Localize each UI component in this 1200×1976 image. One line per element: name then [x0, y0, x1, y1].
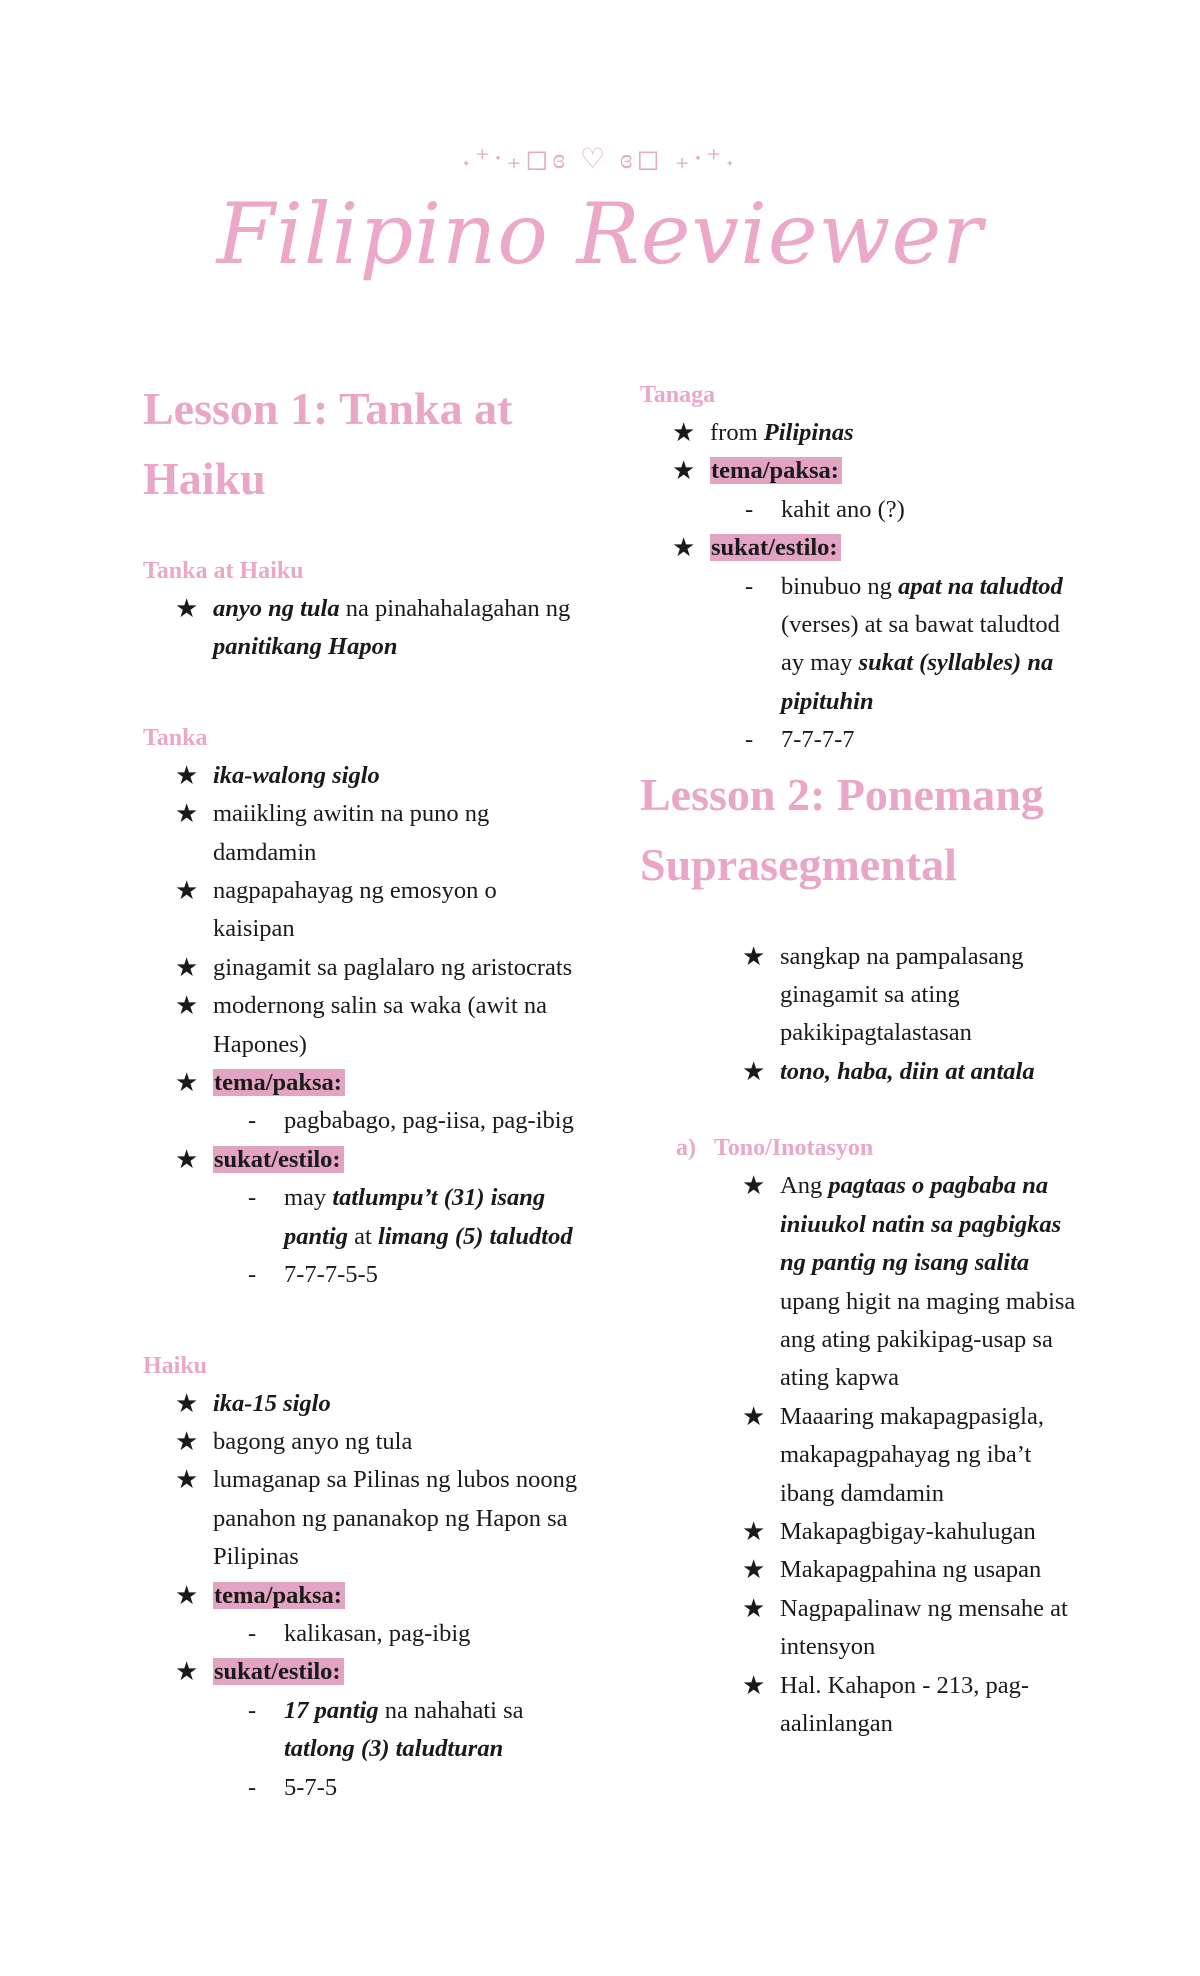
list-item: - pagbabago, pag-iisa, pag-ibig — [143, 1102, 583, 1140]
list-item: ★ nagpapahayag ng emosyon o kaisipan — [143, 872, 583, 949]
lesson2-list — [640, 938, 1080, 1092]
header-ornament: ˖⁺‧₊◻ɞ ♡ ɞ◻ ₊‧⁺˖ — [461, 144, 739, 175]
star-icon: ★ — [672, 456, 696, 486]
list-item: ★ anyo ng tula na pinahahalagahan ng panitikang Hapon — [143, 590, 583, 667]
lesson2-title: Lesson 2: Ponemang Suprasegmental — [640, 768, 1044, 890]
star-icon: ★ — [742, 1401, 766, 1431]
tanaga-list — [640, 414, 1080, 760]
star-icon: ★ — [742, 1555, 766, 1585]
star-icon: ★ — [175, 952, 199, 982]
list-item: ★ Maaaring makapagpasigla, makapagpahayag ng iba’t ibang damdamin — [640, 1398, 1080, 1513]
dash-bullet: - — [745, 726, 754, 754]
star-icon: ★ — [175, 1465, 199, 1495]
tanka-at-haiku-heading: Tanka at Haiku — [143, 558, 304, 584]
list-item — [143, 1577, 583, 1615]
haiku-list — [143, 1385, 583, 1807]
sukat-label: sukat/estilo: — [213, 1146, 344, 1173]
star-icon: ★ — [175, 1580, 199, 1610]
tono-list — [640, 1167, 1080, 1743]
star-icon: ★ — [672, 533, 696, 563]
dash-bullet: - — [745, 495, 754, 523]
star-icon: ★ — [742, 1056, 766, 1086]
lesson1-title: Lesson 1: Tanka at Haiku — [143, 383, 513, 504]
right-column — [640, 376, 1080, 1743]
star-icon: ★ — [175, 760, 199, 790]
list-item: ★ Hal. Kahapon - 213, pag-aalinlangan — [640, 1667, 1080, 1744]
dash-bullet: - — [248, 1261, 257, 1289]
list-item: - 7-7-7-5-5 — [143, 1256, 583, 1294]
tanka-heading: Tanka — [143, 724, 208, 751]
tono-heading: a) Tono/Inotasyon — [676, 1135, 874, 1162]
list-item: ★ ginagamit sa paglalaro ng aristocrats — [143, 949, 583, 987]
dash-bullet: - — [248, 1184, 257, 1212]
star-icon: ★ — [175, 1426, 199, 1456]
list-item — [143, 1653, 583, 1691]
star-icon: ★ — [742, 1171, 766, 1201]
list-item: ★ maiikling awitin na puno ng damdamin — [143, 795, 583, 872]
star-icon: ★ — [742, 1670, 766, 1700]
page-title: Filipino Reviewer — [216, 185, 984, 283]
tema-label: tema/paksa: — [213, 1582, 345, 1609]
sukat-label: sukat/estilo: — [710, 534, 841, 561]
dash-bullet: - — [248, 1696, 257, 1724]
dash-bullet: - — [248, 1773, 257, 1801]
dash-bullet: - — [745, 572, 754, 600]
list-item: - kalikasan, pag-ibig — [143, 1615, 583, 1653]
list-item: - 7-7-7-7 — [640, 721, 1080, 759]
list-item: - may tatlumpu’t (31) isang pantig at limang (5) taludtod — [143, 1179, 583, 1256]
star-icon: ★ — [175, 1388, 199, 1418]
list-item: ★ sangkap na pampalasang ginagamit sa ating pakikipagtalastasan — [640, 938, 1080, 1053]
list-item: ★ Nagpapalinaw ng mensahe at intensyon — [640, 1590, 1080, 1667]
list-item: - binubuo ng apat na taludtod (verses) at sa bawat taludtod ay may sukat (syllables) na pipituhin — [640, 568, 1080, 722]
star-icon: ★ — [175, 1144, 199, 1174]
list-item: ★ from Pilipinas — [640, 414, 1080, 452]
list-item: ★ lumaganap sa Pilinas ng lubos noong panahon ng pananakop ng Hapon sa Pilipinas — [143, 1461, 583, 1576]
star-icon: ★ — [175, 1657, 199, 1687]
tema-label: tema/paksa: — [710, 457, 842, 484]
sukat-label: sukat/estilo: — [213, 1658, 344, 1685]
star-icon: ★ — [175, 876, 199, 906]
list-item — [640, 452, 1080, 490]
list-item: - 17 pantig na nahahati sa tatlong (3) taludturan — [143, 1692, 583, 1769]
list-item: - kahit ano (?) — [640, 491, 1080, 529]
star-icon: ★ — [742, 941, 766, 971]
tema-label: tema/paksa: — [213, 1069, 345, 1096]
list-item — [143, 1064, 583, 1102]
list-item: ★ bagong anyo ng tula — [143, 1423, 583, 1461]
star-icon: ★ — [175, 594, 199, 623]
tanaga-heading: Tanaga — [640, 382, 716, 408]
star-icon: ★ — [175, 991, 199, 1021]
dash-bullet: - — [248, 1619, 257, 1647]
list-item: ★ tono, haba, diin at antala — [640, 1053, 1080, 1091]
tanka-at-haiku-list — [143, 590, 583, 667]
list-item: ★ Makapagbigay-kahulugan — [640, 1513, 1080, 1551]
tanka-list — [143, 757, 583, 1295]
left-column — [143, 374, 583, 1807]
list-item — [640, 529, 1080, 567]
list-item — [143, 1141, 583, 1179]
star-icon: ★ — [742, 1516, 766, 1546]
star-icon: ★ — [672, 418, 696, 447]
list-item: ★ modernong salin sa waka (awit na Hapones) — [143, 987, 583, 1064]
list-item: ★ Makapagpahina ng usapan — [640, 1551, 1080, 1589]
haiku-heading: Haiku — [143, 1352, 208, 1379]
dash-bullet: - — [248, 1107, 257, 1135]
list-item: - 5-7-5 — [143, 1769, 583, 1807]
star-icon: ★ — [742, 1593, 766, 1623]
list-item: ★ ika-15 siglo — [143, 1385, 583, 1423]
list-item: ★ Ang pagtaas o pagbaba na iniuukol natin sa pagbigkas ng pantig ng isang salita upang higit na maging mabisa ang ating pakikipag-usap sa ating kapwa — [640, 1167, 1080, 1397]
star-icon: ★ — [175, 799, 199, 829]
list-item: ★ ika-walong siglo — [143, 757, 583, 795]
star-icon: ★ — [175, 1068, 199, 1098]
